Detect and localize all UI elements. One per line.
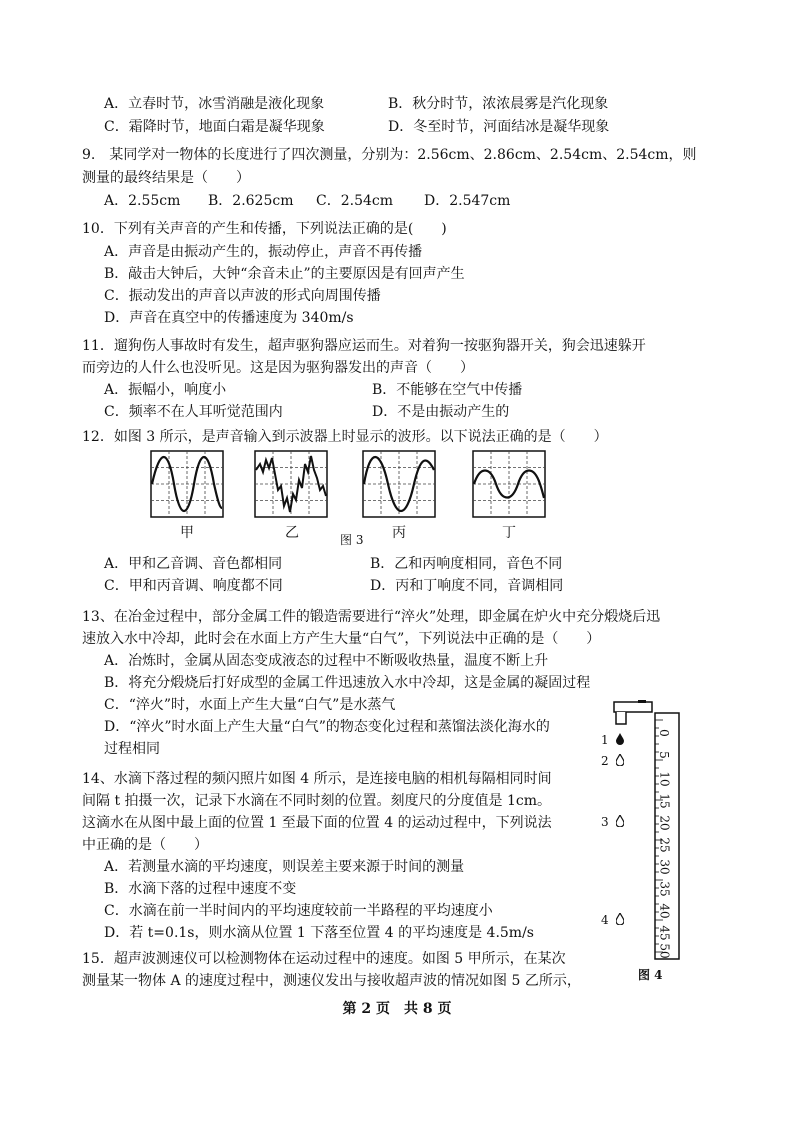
q12-stem: 12．如图 3 所示，是声音输入到示波器上时显示的波形。以下说法正确的是（ ） [82, 429, 608, 445]
ruler-tick-15: 15 [657, 793, 672, 809]
q10-option-c: C．振动发出的声音以声波的形式向周围传播 [104, 288, 381, 304]
drop-label-2: 2 [601, 754, 609, 768]
q14-option-d: D．若 t=0.1s，则水滴从位置 1 下落至位置 4 的平均速度是 4.5m/s [104, 925, 534, 941]
q11-option-b: B．不能够在空气中传播 [372, 382, 523, 398]
oscilloscope-ding [472, 450, 546, 518]
q13-stem-line2: 速放入水中冷却，此时会在水面上方产生大量“白气”，下列说法中正确的是（ ） [82, 631, 601, 647]
q13-option-d-line1: D．“淬火”时水面上产生大量“白气”的物态变化过程和蒸馏法淡化海水的 [104, 719, 550, 735]
oscilloscope-yi [254, 450, 328, 518]
ruler-tick-20: 20 [657, 815, 672, 831]
faucet-icon [612, 700, 658, 728]
oscilloscope-bing [362, 450, 436, 518]
q9-option-d: D．2.547cm [424, 193, 511, 209]
q9-option-a: A．2.55cm [104, 193, 181, 209]
q13-option-a: A．冶炼时，金属从固态变成液态的过程中不断吸收热量，温度不断上升 [104, 653, 549, 669]
drop-label-1: 1 [601, 733, 609, 747]
oscilloscope-label-yi: 乙 [285, 525, 299, 541]
q8-option-d: D．冬至时节，河面结冰是凝华现象 [388, 119, 610, 135]
q9-option-b: B．2.625cm [208, 193, 294, 209]
q11-option-c: C．频率不在人耳听觉范围内 [104, 404, 283, 420]
water-drop-icon [616, 754, 624, 766]
q9-stem-line2: 测量的最终结果是（ ） [82, 170, 250, 186]
drop-label-3: 3 [601, 815, 609, 829]
q14-stem-line2: 间隔 t 拍摄一次，记录下水滴在不同时刻的位置。刻度尺的分度值是 1cm。 [82, 793, 551, 809]
q13-option-d-line2: 过程相同 [104, 741, 160, 757]
figure-4-caption: 图 4 [638, 968, 663, 982]
q10-option-a: A．声音是由振动产生的，振动停止，声音不再传播 [104, 244, 423, 260]
ruler-tick-45: 45 [657, 925, 672, 941]
figure-3-caption: 图 3 [340, 533, 364, 547]
ruler [654, 712, 680, 960]
drop-label-4: 4 [601, 913, 609, 927]
q13-option-b: B．将充分煅烧后打好成型的金属工件迅速放入水中冷却，这是金属的凝固过程 [104, 675, 591, 691]
ruler-tick-50: 50 [657, 943, 672, 959]
q13-stem-line1: 13、在冶金过程中，部分金属工件的锻造需要进行“淬火”处理，即金属在炉火中充分煅烧后迅 [82, 609, 661, 625]
q9-option-c: C．2.54cm [316, 193, 393, 209]
q14-option-a: A．若测量水滴的平均速度，则误差主要来源于时间的测量 [104, 859, 465, 875]
water-drop-icon [616, 913, 624, 925]
q12-option-a: A．甲和乙音调、音色都相同 [104, 556, 283, 572]
q14-stem-line4: 中正确的是（ ） [82, 837, 208, 853]
ruler-tick-10: 10 [657, 771, 672, 787]
q15-stem-line2: 测量某一物体 A 的速度过程中，测速仪发出与接收超声波的情况如图 5 乙所示， [82, 973, 581, 989]
q11-option-d: D．不是由振动产生的 [372, 404, 510, 420]
q10-option-b: B．敲击大钟后，大钟“余音未止”的主要原因是有回声产生 [104, 266, 465, 282]
ruler-tick-0: 0 [656, 729, 671, 737]
oscilloscope-label-ding: 丁 [502, 525, 516, 541]
q11-stem-line2: 而旁边的人什么也没听见。这是因为驱狗器发出的声音（ ） [82, 360, 474, 376]
q12-option-c: C．甲和丙音调、响度都不同 [104, 578, 283, 594]
q14-stem-line3: 这滴水在从图中最上面的位置 1 至最下面的位置 4 的运动过程中，下列说法 [82, 815, 552, 831]
oscilloscope-label-jia: 甲 [180, 525, 194, 541]
water-drop-icon [616, 733, 624, 745]
q8-option-c: C．霜降时节，地面白霜是凝华现象 [104, 119, 325, 135]
q14-stem-line1: 14、水滴下落过程的频闪照片如图 4 所示，是连接电脑的相机每隔相同时间 [82, 771, 552, 787]
oscilloscope-jia [150, 450, 224, 518]
q13-option-c: C．“淬火”时，水面上产生大量“白气”是水蒸气 [104, 697, 396, 713]
q10-option-d: D．声音在真空中的传播速度为 340m/s [104, 310, 354, 326]
water-drop-icon [616, 815, 624, 827]
q14-option-b: B．水滴下落的过程中速度不变 [104, 881, 297, 897]
q11-stem-line1: 11．遛狗伤人事故时有发生，超声驱狗器应运而生。对着狗一按驱狗器开关，狗会迅速躲开 [82, 338, 646, 354]
q12-option-b: B．乙和丙响度相同，音色不同 [370, 556, 563, 572]
q9-stem-line1: 9. 某同学对一物体的长度进行了四次测量，分别为：2.56cm、2.86cm、2.54cm、2.54cm，则 [82, 147, 697, 163]
ruler-tick-30: 30 [657, 859, 672, 875]
q15-stem-line1: 15．超声波测速仪可以检测物体在运动过程中的速度。如图 5 甲所示，在某次 [82, 951, 566, 967]
ruler-tick-40: 40 [657, 903, 672, 919]
q12-option-d: D．丙和丁响度不同，音调相同 [370, 578, 564, 594]
ruler-tick-25: 25 [657, 837, 672, 853]
ruler-tick-35: 35 [657, 881, 672, 897]
q14-option-c: C．水滴在前一半时间内的平均速度较前一半路程的平均速度小 [104, 903, 493, 919]
q10-stem: 10．下列有关声音的产生和传播，下列说法正确的是( ) [82, 221, 447, 237]
ruler-tick-5: 5 [656, 751, 671, 759]
oscilloscope-label-bing: 丙 [392, 525, 406, 541]
q11-option-a: A．振幅小，响度小 [104, 382, 227, 398]
q8-option-a: A．立春时节，冰雪消融是液化现象 [104, 96, 325, 112]
page-footer: 第 2 页 共 8 页 [342, 1001, 452, 1017]
q8-option-b: B．秋分时节，浓浓晨雾是汽化现象 [388, 96, 609, 112]
